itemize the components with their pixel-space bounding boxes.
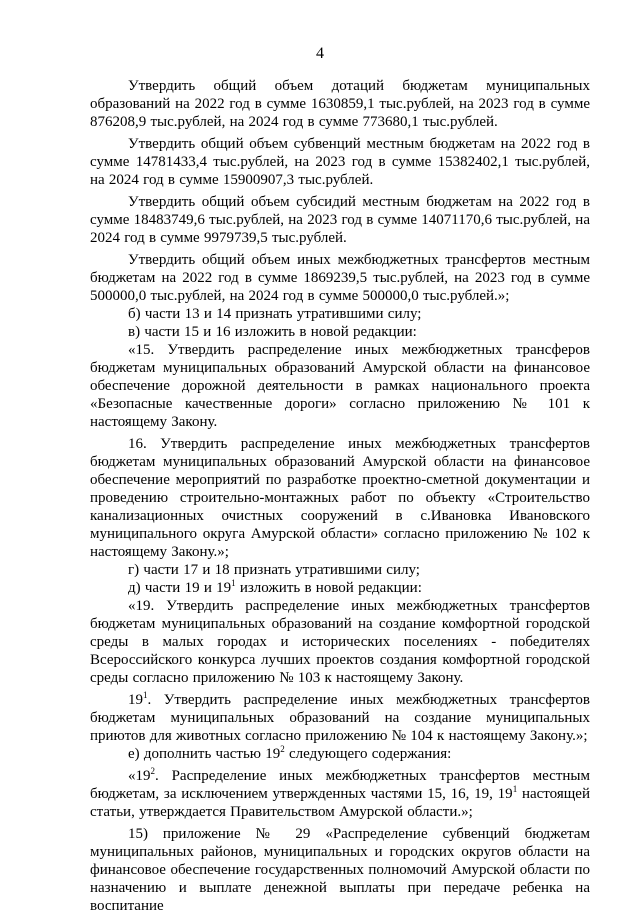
paragraph-other-transfers: Утвердить общий объем иных межбюджетных трансфертов местным бюджетам на 2022 год в сумме 1869239,5 тыс.рублей, на 2023 год в сумме 500000,0 тыс.рублей, на 2024 год в сумме 500000,0 тыс.рублей.»;: [90, 252, 590, 304]
paragraph-subsidies: Утвердить общий объем субсидий местным бюджетам на 2022 год в сумме 18483749,6 тыс.рублей, на 2023 год в сумме 14071170,6 тыс.рублей, на 2024 год в сумме 9979739,5 тыс.рублей.: [90, 194, 590, 246]
paragraph-item-g: г) части 17 и 18 признать утратившими силу;: [128, 562, 420, 578]
paragraph-subventions: Утвердить общий объем субвенций местным бюджетам на 2022 год в сумме 14781433,4 тыс.рублей, на 2023 год в сумме 15382402,1 тыс.рублей, на 2024 год в сумме 15900907,3 тыс.рублей.: [90, 136, 590, 188]
paragraph-item-v: в) части 15 и 16 изложить в новой редакции:: [128, 324, 417, 340]
paragraph-part-16: 16. Утвердить распределение иных межбюджетных трансфертов бюджетам муниципальных образований Амурской области на финансовое обеспечение мероприятий по разработке проектно-сметной документации и проведению строительно-монтажных работ по объекту «Строительство канализационных очистных сооружений в с.Ивановка Ивановского муниципального округа Амурской области» согласно приложению № 102 к настоящему Закону.»;: [90, 436, 590, 560]
document-body: [90, 77, 590, 915]
paragraph-part-19: «19. Утвердить распределение иных межбюджетных трансфертов бюджетам муниципальных образований на создание комфортной городской среды в малых городах и исторических поселениях - победителях Всероссийского конкурса лучших проектов создания комфортной городской среды согласно приложению № 103 к настоящему Закону.: [90, 598, 590, 686]
paragraph-part-19-2: «$19^2$. Распределение иных межбюджетных трансфертов местным бюджетам, за исключением утвержденных частями 15, 16, 19, $19^1$ настоящей статьи, утверждается Правительством Амурской области.»;: [90, 766, 590, 820]
paragraph-item-d: д) части 19 и $19^1$ изложить в новой редакции:: [128, 578, 422, 596]
paragraph-part-15: «15. Утвердить распределение иных межбюджетных трансферов бюджетам муниципальных образований Амурской области на финансовое обеспечение дорожной деятельности в рамках национального проекта «Безопасные качественные дороги» согласно приложению № 101 к настоящему Закону.: [90, 342, 590, 430]
paragraph-item-e: е) дополнить частью $19^2$ следующего содержания:: [128, 744, 452, 762]
page-number: 4: [316, 45, 324, 62]
paragraph-subsidies-dotations: Утвердить общий объем дотаций бюджетам муниципальных образований на 2022 год в сумме 1630859,1 тыс.рублей, на 2023 год в сумме 876208,9 тыс.рублей, на 2024 год в сумме 773680,1 тыс.рублей.: [90, 78, 590, 130]
paragraph-item-15: 15) приложение № 29 «Распределение субвенций бюджетам муниципальных районов, муниципальных и городских округов области на финансовое обеспечение государственных полномочий Амурской области по назначению и выплате денежной выплаты при передаче ребенка на воспитание: [90, 826, 590, 914]
paragraph-part-19-1: $19^1$. Утвердить распределение иных межбюджетных трансфертов бюджетам муниципальных образований на создание муниципальных приютов для животных согласно приложению № 104 к настоящему Закону.»;: [90, 690, 590, 744]
paragraph-item-b: б) части 13 и 14 признать утратившими силу;: [128, 306, 422, 322]
